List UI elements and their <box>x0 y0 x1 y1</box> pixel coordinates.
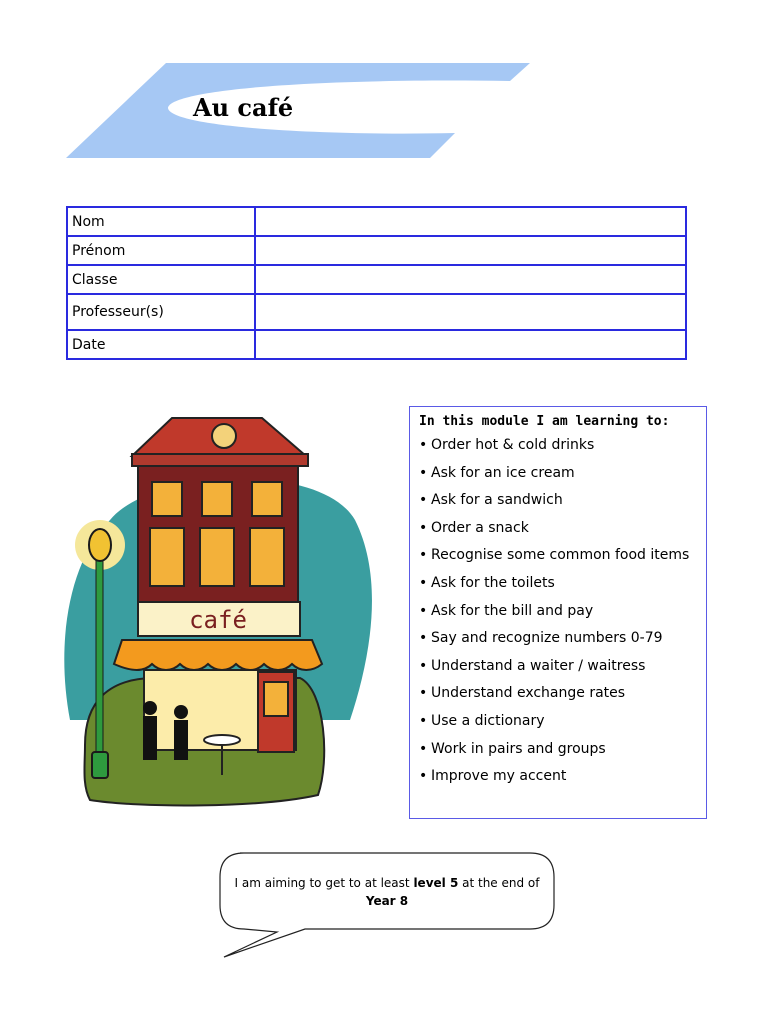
aim-statement <box>232 874 542 910</box>
page-title: Au café <box>193 93 294 122</box>
list-item <box>419 740 698 758</box>
student-info-table <box>66 206 687 360</box>
aim-level: level 5 <box>413 876 459 890</box>
learning-objectives-box <box>409 406 707 819</box>
list-item <box>419 491 698 509</box>
bullet-icon: • <box>419 768 428 785</box>
row-label-date: Date <box>67 330 255 359</box>
bullet-icon: • <box>419 685 428 702</box>
list-item <box>419 767 698 785</box>
bullet-icon: • <box>419 657 428 674</box>
row-label-classe: Classe <box>67 265 255 294</box>
bullet-icon: • <box>419 602 428 619</box>
bullet-icon: • <box>419 437 428 453</box>
list-item <box>419 712 698 730</box>
list-item <box>419 657 698 675</box>
table-row <box>67 207 686 236</box>
objective-text: Improve my accent <box>431 768 567 785</box>
aim-text-1: I am aiming to get to at least <box>234 876 414 890</box>
table-row <box>67 265 686 294</box>
cafe-illustration <box>50 400 380 820</box>
list-item <box>419 602 698 620</box>
bullet-icon: • <box>419 630 428 647</box>
table-row <box>67 330 686 359</box>
list-item <box>419 436 698 454</box>
list-item <box>419 464 698 482</box>
field-nom[interactable] <box>255 207 686 236</box>
bullet-icon: • <box>419 574 428 591</box>
bullet-icon: • <box>419 492 428 509</box>
aim-text-2: at the end of <box>458 876 540 890</box>
module-heading: In this module I am learning to: <box>419 414 670 429</box>
list-item <box>419 574 698 592</box>
field-classe[interactable] <box>255 265 686 294</box>
table-row <box>67 294 686 330</box>
objective-text: Ask for an ice cream <box>431 464 575 481</box>
list-item <box>419 629 698 647</box>
objectives-list <box>419 436 698 785</box>
aim-year: Year 8 <box>365 894 409 908</box>
field-professeur[interactable] <box>255 294 686 330</box>
bullet-icon: • <box>419 712 428 729</box>
objective-text: Ask for the toilets <box>431 574 555 591</box>
field-prenom[interactable] <box>255 236 686 265</box>
objective-text: Work in pairs and groups <box>431 740 606 757</box>
list-item <box>419 546 698 564</box>
list-item <box>419 519 698 537</box>
bullet-icon: • <box>419 464 428 481</box>
objective-text: Order hot & cold drinks <box>431 437 595 453</box>
objective-text: Recognise some common food items <box>431 547 690 564</box>
table-row <box>67 236 686 265</box>
objective-text: Say and recognize numbers 0-79 <box>431 630 663 647</box>
bullet-icon: • <box>419 519 428 536</box>
title-banner <box>0 0 768 180</box>
bullet-icon: • <box>419 547 428 564</box>
objective-text: Understand a waiter / waitress <box>431 657 646 674</box>
row-label-nom: Nom <box>67 207 255 236</box>
list-item <box>419 684 698 702</box>
objective-text: Understand exchange rates <box>431 685 626 702</box>
cafe-sign: café <box>189 606 247 634</box>
objective-text: Ask for the bill and pay <box>431 602 594 619</box>
field-date[interactable] <box>255 330 686 359</box>
bullet-icon: • <box>419 740 428 757</box>
row-label-prenom: Prénom <box>67 236 255 265</box>
objective-text: Use a dictionary <box>431 712 545 729</box>
objective-text: Ask for a sandwich <box>431 492 563 509</box>
row-label-professeur: Professeur(s) <box>67 294 255 330</box>
objective-text: Order a snack <box>431 519 529 536</box>
